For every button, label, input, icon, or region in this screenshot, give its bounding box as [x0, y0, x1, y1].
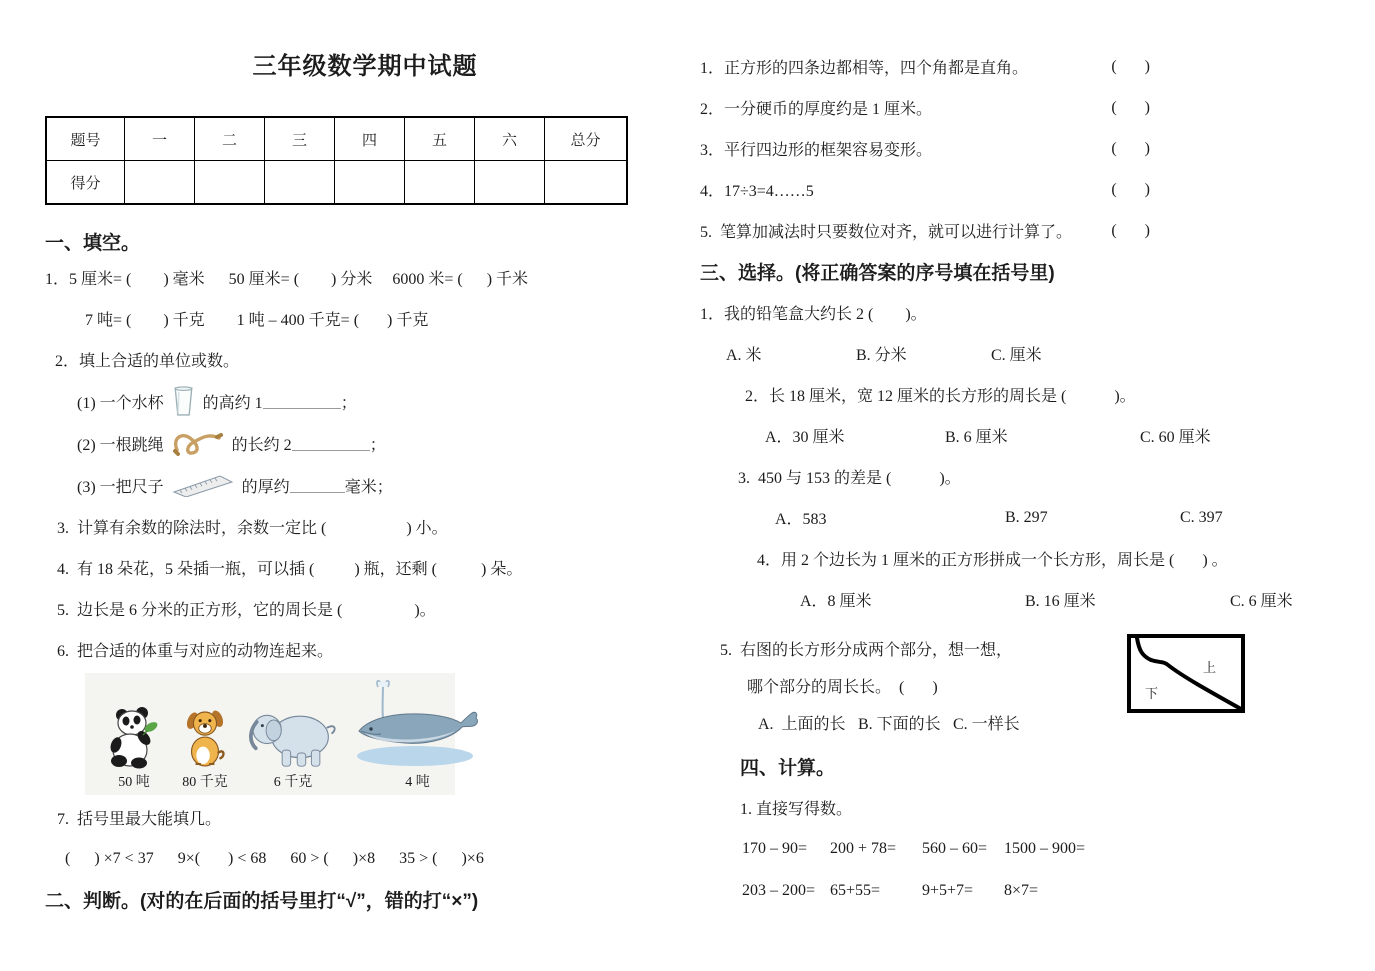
option-c: C. 6 厘米 — [1230, 593, 1293, 610]
fill-q2-item-2-post: ； — [369, 436, 386, 454]
option-b: B. 分米 — [856, 347, 907, 364]
fill-q2-item-1-text: (1) 一个水杯 — [77, 394, 164, 412]
option-a: A．8 厘米 — [800, 593, 872, 610]
fill-q2-item-2-text: (2) 一根跳绳 — [77, 436, 164, 454]
score-row-label: 得分 — [46, 161, 125, 205]
figure-label-bottom: 下 — [1145, 686, 1159, 701]
choice-q3-options — [700, 497, 1355, 538]
ruler-icon — [172, 473, 234, 497]
dog-icon — [179, 707, 231, 769]
choice-q3: 3. 450 与 153 的差是 ( )。 — [738, 470, 961, 487]
fill-q2-item-1-post: ； — [340, 394, 357, 412]
section-title-fill: 一、填空。 — [45, 232, 141, 254]
judge-item-2 — [700, 87, 1355, 128]
choice-q5-line2: 哪个部分的周长长。 ( ) — [747, 679, 938, 696]
answer-bracket: ( ) — [1111, 221, 1150, 239]
animal-panda — [97, 707, 171, 791]
answer-bracket: ( ) — [1111, 98, 1150, 116]
score-cell-empty — [545, 161, 628, 205]
fill-q2-item-3-mid: 的厚约 — [241, 478, 290, 496]
choice-q5-line1: 5. 右图的长方形分成两个部分，想一想， — [720, 642, 1013, 659]
fill-q2-item-3-post: 毫米； — [344, 478, 393, 496]
fill-q2-item-2-mid: 的长约 2 — [231, 436, 292, 454]
fill-q2-item-2 — [45, 422, 685, 464]
score-cell-empty — [195, 161, 265, 205]
fill-q1-line2: 7 吨= ( ) 千克 1 吨 – 400 千克= ( ) 千克 — [85, 312, 429, 329]
calc-row-2 — [700, 870, 1355, 912]
score-header-6: 六 — [475, 117, 545, 161]
score-header-2: 二 — [195, 117, 265, 161]
option-c: C. 60 厘米 — [1140, 429, 1211, 446]
section-title-choice: 三、选择。(将正确答案的序号填在括号里) — [700, 263, 1055, 284]
fill-q2: 2．填上合适的单位或数。 — [55, 353, 240, 370]
panda-icon — [105, 707, 163, 769]
answer-bracket: ( ) — [1111, 180, 1150, 198]
fill-q7-expression: ( ) ×7 < 37 9×( ) < 68 60 > ( )×8 35 > ( )×6 — [65, 849, 484, 867]
fill-q2-item-1 — [45, 380, 685, 422]
animal-matching-picture — [85, 673, 455, 795]
calc-expression: 1500 – 900= — [1004, 840, 1086, 857]
calc-expression: 8×7= — [1004, 882, 1039, 899]
score-cell-empty — [475, 161, 545, 205]
score-header-qh: 题号 — [46, 117, 125, 161]
option-a: A．30 厘米 — [765, 429, 845, 446]
score-table — [45, 116, 628, 205]
score-cell-empty — [125, 161, 195, 205]
judge-item-5 — [700, 210, 1355, 251]
score-cell-empty — [265, 161, 335, 205]
blank-line — [263, 393, 341, 409]
cup-icon — [172, 386, 195, 417]
option-b: B. 297 — [1005, 508, 1048, 526]
judge-item-text: 2．一分硬币的厚度约是 1 厘米。 — [700, 101, 933, 118]
right-column — [700, 0, 1355, 912]
score-header-total: 总分 — [545, 117, 628, 161]
score-header-3: 三 — [265, 117, 335, 161]
fill-q2-item-3-text: (3) 一把尺子 — [77, 478, 164, 496]
fill-q2-item-3 — [45, 464, 685, 506]
animal-weight-label: 80 千克 — [182, 775, 228, 790]
judge-item-3 — [700, 128, 1355, 169]
choice-q2: 2．长 18 厘米，宽 12 厘米的长方形的周长是 ( )。 — [745, 388, 1136, 405]
choice-q2-options — [700, 415, 1355, 456]
choice-q4: 4．用 2 个边长为 1 厘米的正方形拼成一个长方形，周长是 ( ) 。 — [757, 552, 1228, 569]
page-title: 三年级数学期中试题 — [252, 53, 478, 80]
calc-expression: 170 – 90= — [742, 840, 808, 857]
score-header-5: 五 — [405, 117, 475, 161]
score-header-4: 四 — [335, 117, 405, 161]
choice-q1: 1．我的铅笔盒大约长 2 ( )。 — [700, 306, 927, 323]
judge-item-text: 3．平行四边形的框架容易变形。 — [700, 142, 933, 159]
calc-row-1 — [700, 828, 1355, 870]
blank-line — [292, 435, 370, 451]
score-cell-empty — [335, 161, 405, 205]
option-b: B. 16 厘米 — [1025, 593, 1096, 610]
animal-elephant — [239, 703, 347, 791]
choice-q4-options — [700, 579, 1355, 620]
choice-q1-options — [700, 333, 1355, 374]
fill-q5: 5. 边长是 6 分米的正方形，它的周长是 ( )。 — [57, 602, 436, 619]
option-c: C. 一样长 — [953, 716, 1020, 733]
animal-dog — [171, 707, 239, 791]
score-cell-empty — [405, 161, 475, 205]
option-b: B. 下面的长 — [858, 716, 941, 733]
jump-rope-icon — [172, 428, 224, 458]
fill-q4: 4. 有 18 朵花，5 朵插一瓶，可以插 ( ) 瓶，还剩 ( ) 朵。 — [57, 561, 523, 578]
answer-bracket: ( ) — [1111, 57, 1150, 75]
whale-icon — [355, 677, 480, 769]
score-header-1: 一 — [125, 117, 195, 161]
choice-q5-options — [700, 704, 1355, 741]
calc-expression: 203 – 200= — [742, 882, 816, 899]
fill-q7: 7. 括号里最大能填几。 — [57, 811, 222, 828]
animal-weight-label: 4 吨 — [405, 775, 430, 790]
divided-rectangle-figure — [1127, 634, 1245, 718]
calc-expression: 200 + 78= — [830, 840, 897, 857]
option-a: A. 上面的长 — [758, 716, 846, 733]
judge-item-text: 1．正方形的四条边都相等，四个角都是直角。 — [700, 60, 1029, 77]
fill-q6: 6. 把合适的体重与对应的动物连起来。 — [57, 643, 334, 660]
figure-label-top: 上 — [1203, 660, 1217, 675]
section-title-calc: 四、计算。 — [740, 758, 836, 779]
judge-item-text: 4．17÷3=4……5 — [700, 183, 814, 200]
calc-expression: 9+5+7= — [922, 882, 974, 899]
elephant-icon — [247, 703, 339, 769]
blank-line — [290, 477, 345, 493]
option-c: C. 厘米 — [991, 347, 1042, 364]
score-table-header-row — [46, 117, 627, 161]
fill-q3: 3. 计算有余数的除法时，余数一定比 ( ) 小。 — [57, 520, 448, 537]
left-column — [45, 0, 685, 919]
judge-item-text: 5. 笔算加减法时只要数位对齐，就可以进行计算了。 — [700, 224, 1073, 241]
score-table-score-row — [46, 161, 627, 205]
section-title-judge: 二、判断。(对的在后面的括号里打“√”，错的打“×”) — [45, 890, 479, 912]
fill-q1-line1: 1．5 厘米= ( ) 毫米 50 厘米= ( ) 分米 6000 米= ( ) 千米 — [45, 271, 529, 288]
option-a: A. 米 — [726, 347, 762, 364]
animal-weight-label: 6 千克 — [273, 775, 313, 790]
option-b: B. 6 厘米 — [945, 429, 1008, 446]
judge-item-1 — [700, 46, 1355, 87]
judge-item-4 — [700, 169, 1355, 210]
option-a: A．583 — [775, 511, 827, 528]
animal-whale — [347, 677, 488, 791]
animal-weight-label: 50 吨 — [118, 775, 150, 790]
calc-expression: 65+55= — [830, 882, 881, 899]
calc-expression: 560 – 60= — [922, 840, 988, 857]
calc-subtitle: 1. 直接写得数。 — [740, 801, 853, 818]
option-c: C. 397 — [1180, 508, 1223, 526]
fill-q2-item-1-mid: 的高约 1 — [202, 394, 263, 412]
answer-bracket: ( ) — [1111, 139, 1150, 157]
